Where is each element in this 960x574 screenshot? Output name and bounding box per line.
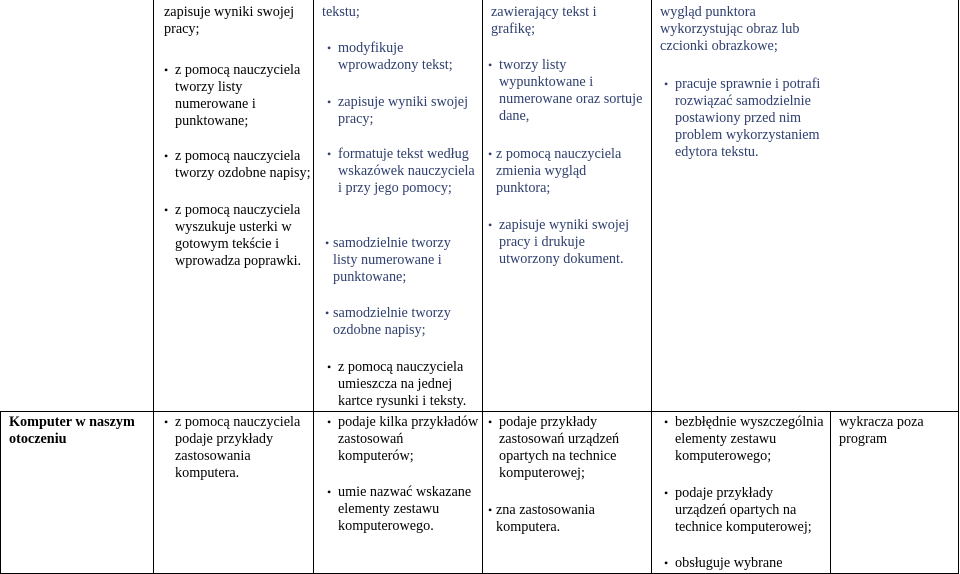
list-item [325,235,473,286]
bullet-icon: • [488,58,493,72]
bullet-icon: • [664,77,669,91]
bullet-icon: • [664,486,669,500]
bullet-icon: • [327,147,332,161]
bullet-icon: • [164,149,169,163]
list-item-text: samodzielnie tworzy ozdobne napisy; [333,305,451,338]
list-item-text: z pomocą nauczyciela umieszcza na jednej kartce rysunki i teksty. [338,359,467,409]
list-item-text: podaje kilka przykładów zastosowań komputerów; [338,414,479,464]
row-divider [0,411,959,412]
list-item-text: z pomocą nauczyciela tworzy listy numerowane i punktowane; [175,62,301,129]
column-divider-1 [153,0,154,574]
list-item-text: z pomocą nauczyciela podaje przykłady zastosowania komputera. [175,414,301,481]
bullet-icon: • [664,415,669,429]
bullet-icon: • [327,360,332,374]
table-border-right [958,0,959,574]
column-divider-2 [313,0,314,574]
bullet-icon: • [664,556,669,570]
list-item-text: modyfikuje wprowadzony tekst; [338,40,453,73]
list-item [327,359,480,410]
bullet-icon: • [327,95,332,109]
list-item-text: podaje przykłady zastosowań urządzeń opartych na technice komputerowej; [499,414,620,481]
bullet-icon: • [325,306,330,320]
list-item [327,484,480,535]
list-item-text: z pomocą nauczyciela zmienia wygląd punktora; [496,146,622,196]
list-item-text: samodzielnie tworzy listy numerowane i punktowane; [333,235,451,285]
list-item [325,305,478,339]
list-item [164,202,310,270]
bullet-icon: • [327,485,332,499]
list-item [327,414,480,465]
list-item [327,40,473,74]
list-item [488,502,646,536]
cell-text: zapisuje wyniki swojej pracy; [164,4,295,37]
list-item-text: zapisuje wyniki swojej pracy i drukuje utworzony dokument. [499,217,630,267]
bullet-icon: • [327,415,332,429]
list-item [664,414,830,465]
cell-text: wygląd punktora wykorzystując obraz lub czcionki obrazkowe; [660,4,800,54]
cell-text: zawierający tekst i grafikę; [491,4,597,37]
list-item-text: zapisuje wyniki swojej pracy; [338,94,469,127]
list-item [664,485,825,536]
table-border-left [0,411,1,574]
bullet-icon: • [164,415,169,429]
list-item [664,76,825,161]
column-divider-5 [830,411,831,574]
column-divider-3 [482,0,483,574]
bullet-icon: • [488,503,493,517]
list-item-text: z pomocą nauczyciela wyszukuje usterki w gotowym tekście i wprowadza poprawki. [175,202,302,269]
list-item [164,414,313,482]
list-item-text: podaje przykłady urządzeń opartych na technice komputerowej; [675,485,812,535]
list-item [488,146,636,197]
list-item [164,148,315,182]
bullet-icon: • [325,236,330,250]
list-item-text: z pomocą nauczyciela tworzy ozdobne napisy; [175,148,311,181]
list-item [327,146,478,197]
list-item [164,62,310,130]
list-item-text: zna zastosowania komputera. [496,502,595,535]
list-item [488,217,649,268]
cell-text: tekstu; [322,4,360,20]
list-item [488,57,649,125]
bullet-icon: • [488,415,493,429]
section-heading: Komputer w naszym otoczeniu [9,414,135,447]
list-item-text: tworzy listy wypunktowane i numerowane oraz sortuje dane, [499,57,643,124]
list-item-text: obsługuje wybrane [675,555,783,571]
bullet-icon: • [164,63,169,77]
bullet-icon: • [164,203,169,217]
list-item-text: pracuje sprawnie i potrafi rozwiązać samodzielnie postawiony przed nim problem wykorzystaniem edytora tekstu. [675,76,821,160]
list-item-text: formatuje tekst według wskazówek nauczyciela i przy jego pomocy; [338,146,475,196]
cell-text: wykracza poza program [839,414,924,447]
bullet-icon: • [488,218,493,232]
bullet-icon: • [488,147,493,161]
list-item [488,414,649,482]
list-item-text: umie nazwać wskazane elementy zestawu komputerowego. [338,484,472,534]
list-item-text: bezbłędnie wyszczególnia elementy zestawu komputerowego; [675,414,824,464]
bullet-icon: • [327,41,332,55]
list-item [327,94,473,128]
column-divider-4 [651,0,652,574]
list-item [664,555,825,572]
